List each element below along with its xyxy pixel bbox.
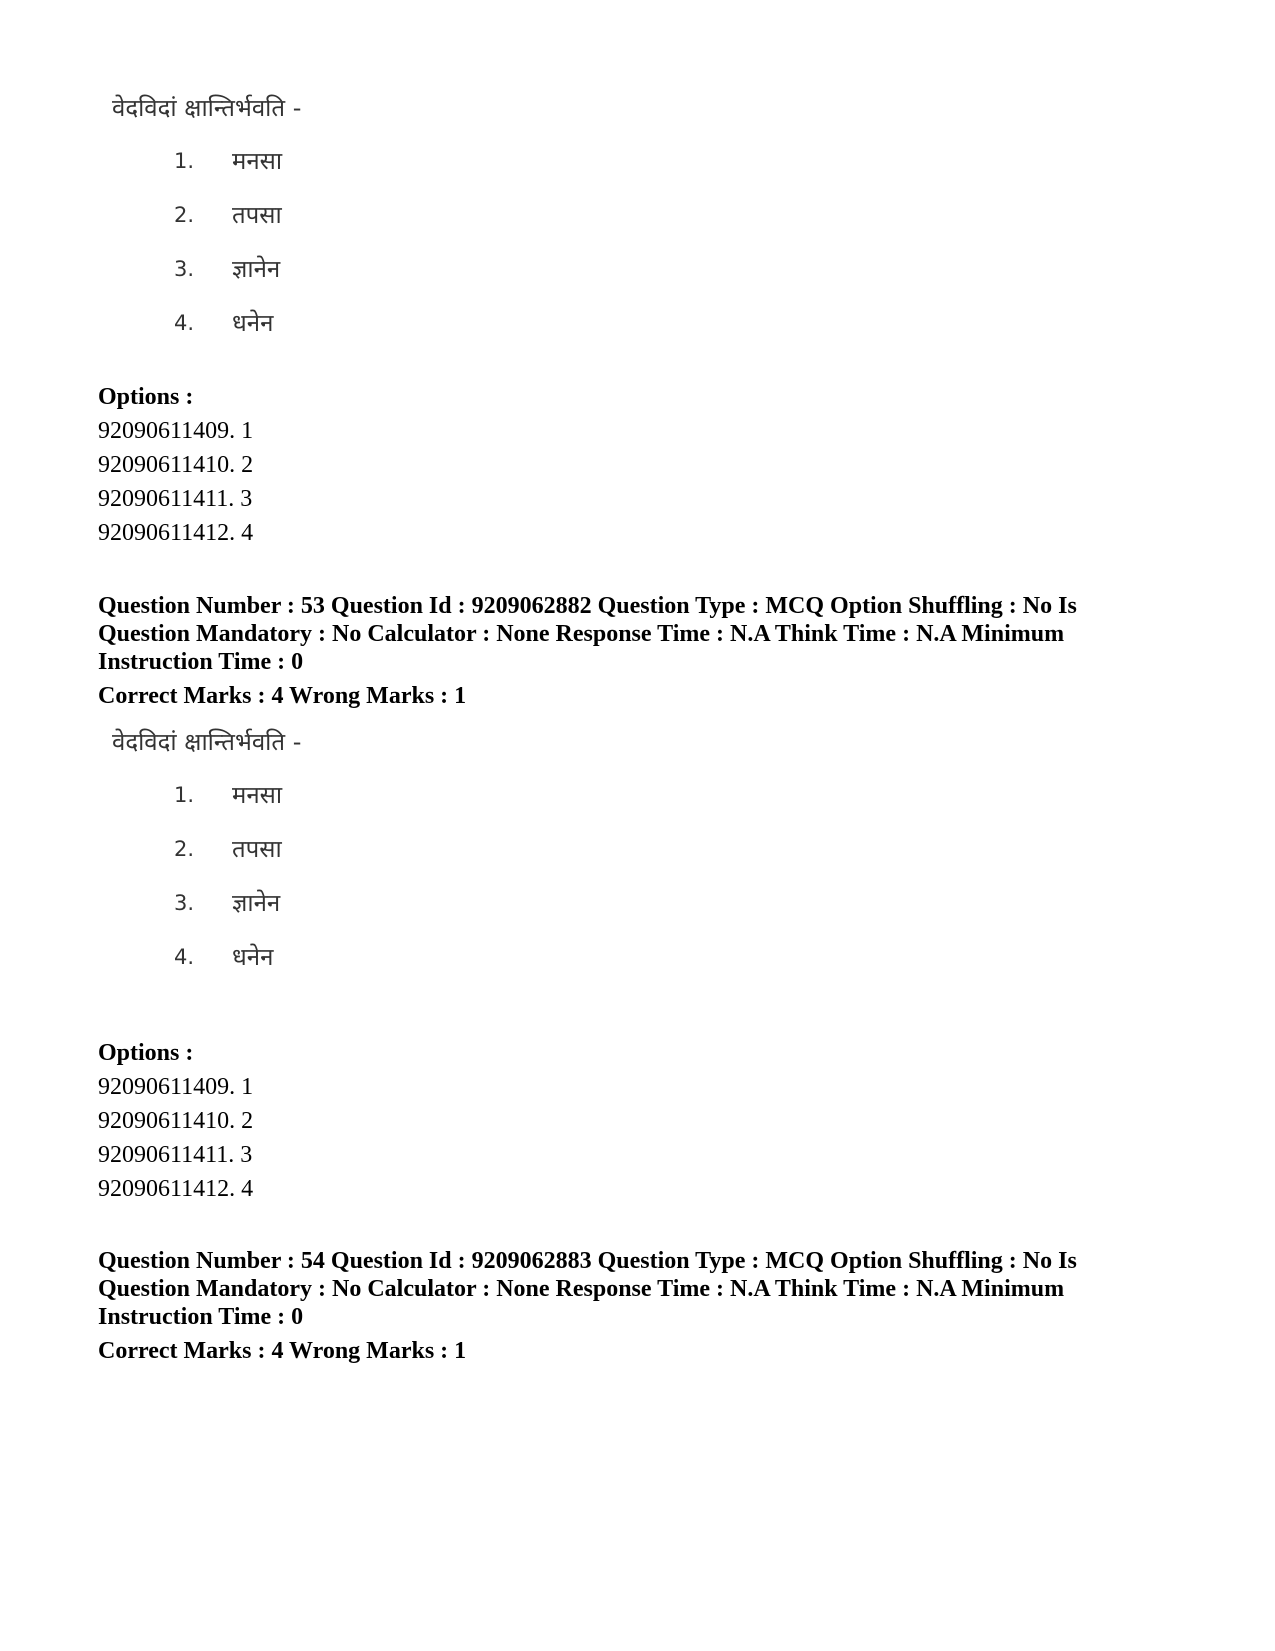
option-line: 92090611410. 2 xyxy=(98,452,254,478)
choice-text: मनसा xyxy=(232,147,283,175)
choice-number: 3. xyxy=(174,257,195,281)
options-heading: Options : xyxy=(98,1040,194,1066)
choice-item xyxy=(112,822,512,876)
choice-number: 3. xyxy=(174,891,195,915)
choice-text: तपसा xyxy=(232,835,282,863)
choice-item xyxy=(112,296,512,350)
choice-text: धनेन xyxy=(232,309,274,337)
question-stem: वेदविदां क्षान्तिर्भवति - xyxy=(112,94,302,122)
choice-number: 2. xyxy=(174,837,195,861)
choice-text: ज्ञानेन xyxy=(232,889,281,917)
meta-line: Question Number : 54 Question Id : 9209062883 Question Type : MCQ Option Shuffling : No Is xyxy=(98,1248,1077,1274)
question-image-2 xyxy=(112,722,512,984)
choice-text: तपसा xyxy=(232,201,282,229)
choice-text: ज्ञानेन xyxy=(232,255,281,283)
option-line: 92090611412. 4 xyxy=(98,520,254,546)
choice-text: मनसा xyxy=(232,781,283,809)
choice-item xyxy=(112,876,512,930)
option-line: 92090611409. 1 xyxy=(98,1074,254,1100)
question-meta-53 xyxy=(98,592,1178,710)
choice-number: 1. xyxy=(174,149,195,173)
meta-line: Question Number : 53 Question Id : 9209062882 Question Type : MCQ Option Shuffling : No Is xyxy=(98,593,1077,619)
meta-line: Instruction Time : 0 xyxy=(98,1304,304,1330)
choice-item xyxy=(112,134,512,188)
choice-number: 4. xyxy=(174,945,195,969)
choice-item xyxy=(112,242,512,296)
option-line: 92090611411. 3 xyxy=(98,1142,253,1168)
choice-item xyxy=(112,768,512,822)
question-stem: वेदविदां क्षान्तिर्भवति - xyxy=(112,728,302,756)
options-block-1 xyxy=(98,380,1178,550)
option-line: 92090611411. 3 xyxy=(98,486,253,512)
question-image-1 xyxy=(112,88,512,350)
choice-item xyxy=(112,188,512,242)
option-line: 92090611412. 4 xyxy=(98,1176,254,1202)
meta-line: Question Mandatory : No Calculator : None Response Time : N.A Think Time : N.A Minimum xyxy=(98,1276,1065,1302)
options-heading: Options : xyxy=(98,384,194,410)
choice-number: 4. xyxy=(174,311,195,335)
meta-line: Question Mandatory : No Calculator : None Response Time : N.A Think Time : N.A Minimum xyxy=(98,621,1065,647)
marks-line: Correct Marks : 4 Wrong Marks : 1 xyxy=(98,683,467,709)
choice-text: धनेन xyxy=(232,943,274,971)
question-meta-54 xyxy=(98,1247,1178,1365)
choice-number: 1. xyxy=(174,783,195,807)
option-line: 92090611409. 1 xyxy=(98,418,254,444)
marks-line: Correct Marks : 4 Wrong Marks : 1 xyxy=(98,1338,467,1364)
options-block-2 xyxy=(98,1036,1178,1206)
choice-item xyxy=(112,930,512,984)
meta-line: Instruction Time : 0 xyxy=(98,649,304,675)
option-line: 92090611410. 2 xyxy=(98,1108,254,1134)
choice-number: 2. xyxy=(174,203,195,227)
